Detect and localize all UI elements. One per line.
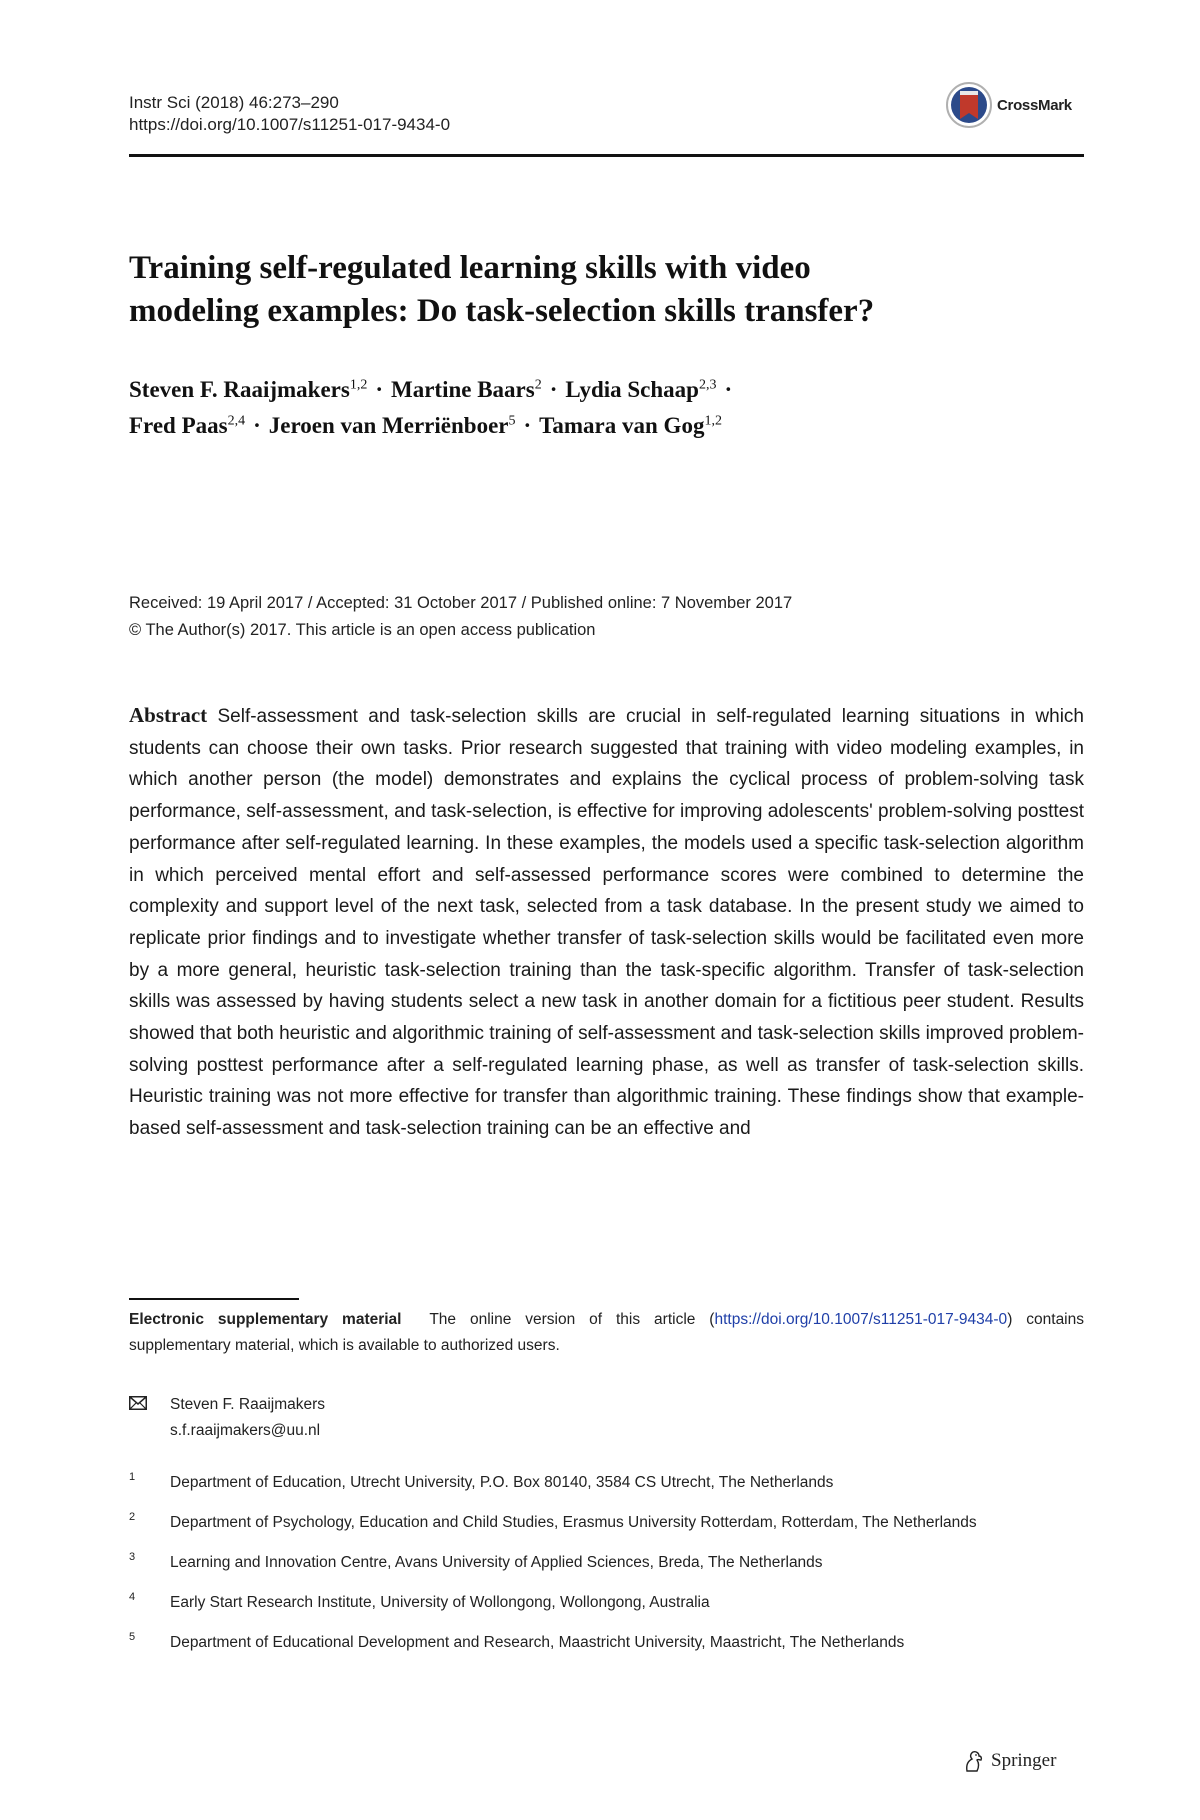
- affiliation-text: Department of Education, Utrecht University, P.O. Box 80140, 3584 CS Utrecht, The Netherlands: [170, 1474, 834, 1491]
- contact-name: Steven F. Raaijmakers: [170, 1396, 326, 1413]
- affiliation-item: [129, 1550, 1084, 1576]
- author-affil-sup: 2,3: [698, 377, 717, 393]
- author-affil-sup: 5: [508, 413, 516, 429]
- affiliation-item: [129, 1470, 1084, 1496]
- article-title: [129, 247, 1029, 333]
- history-dates: Received: 19 April 2017 / Accepted: 31 October 2017 / Published online: 7 November 2017: [129, 594, 793, 612]
- affiliation-text: Early Start Research Institute, University of Wollongong, Wollongong, Australia: [170, 1594, 710, 1611]
- author-name[interactable]: Tamara van Gog: [539, 413, 705, 438]
- supplementary-material-note: [129, 1307, 1084, 1359]
- affiliation-text: Department of Educational Development and Research, Maastricht University, Maastricht, The Netherlands: [170, 1634, 905, 1651]
- affiliation-number: 5: [129, 1631, 136, 1643]
- contact-email[interactable]: s.f.raaijmakers@uu.nl: [170, 1422, 321, 1439]
- affiliation-number: 2: [129, 1511, 136, 1523]
- envelope-icon: [129, 1396, 147, 1410]
- esm-text-after: ) contains supplementary material, which is available to authorized users.: [129, 1311, 1085, 1354]
- author-affil-sup: 2: [534, 377, 542, 393]
- header-rule: [129, 154, 1084, 157]
- affiliation-text: Learning and Innovation Centre, Avans University of Applied Sciences, Breda, The Netherlands: [170, 1554, 823, 1571]
- footnote-rule: [129, 1298, 299, 1300]
- author-separator: ·: [523, 413, 532, 438]
- affiliation-item: [129, 1590, 1084, 1616]
- abstract-label: Abstract: [129, 703, 208, 727]
- author-list: [129, 372, 1029, 444]
- affiliation-item: [129, 1630, 1084, 1656]
- publisher-name: Springer: [991, 1750, 1057, 1771]
- crossmark-badge[interactable]: [945, 80, 1085, 130]
- author-name[interactable]: Jeroen van Merriënboer: [268, 413, 509, 438]
- affiliation-number: 3: [129, 1551, 136, 1563]
- author-affil-sup: 1,2: [349, 377, 368, 393]
- author-name[interactable]: Lydia Schaap: [565, 377, 699, 402]
- crossmark-icon: [945, 81, 993, 129]
- affiliation-number: 4: [129, 1591, 136, 1603]
- author-separator: ·: [253, 413, 261, 438]
- author-name[interactable]: Martine Baars: [391, 377, 535, 402]
- journal-meta: [129, 92, 450, 136]
- title-line: Training self-regulated learning skills with video: [129, 250, 811, 286]
- abstract-text: Self-assessment and task-selection skills are crucial in self-regulated learning situations in which students can choose their own tasks. Prior research suggested that training with video modeling examples, in which another person (the model) demonstrates and explains the cyclical process of problem-solving task performance, self-assessment, and task-selection, is effective for improving adolescents' problem-solving posttest performance after self-regulated learning. In these examples, the models used a specific task-selection algorithm in which perceived mental effort and self-assessed performance scores were combined to determine the complexity and support level of the next task, selected from a task database. In the present study we aimed to replicate prior findings and to investigate whether transfer of task-selection skills would be facilitated even more by a more general, heuristic task-selection training than the task-specific algorithm. Transfer of task-selection skills was assessed by having students select a new task in another domain for a fictitious peer student. Results showed that both heuristic and algorithmic training of self-assessment and task-selection skills improved problem-solving posttest performance after a self-regulated learning phase, as well as transfer of task-selection skills. Heuristic training was not more effective for transfer than algorithmic training. These findings show that example-based self-assessment and task-selection training can be an effective and: [129, 706, 1085, 1140]
- author-affil-sup: 1,2: [704, 413, 722, 429]
- publisher-logo: [963, 1749, 1056, 1773]
- affiliation-number: 1: [129, 1471, 136, 1483]
- author-name[interactable]: Steven F. Raaijmakers: [129, 377, 350, 402]
- springer-horse-icon: [963, 1749, 985, 1773]
- author-affil-sup: 2,4: [227, 413, 246, 429]
- esm-label: Electronic supplementary material: [129, 1311, 402, 1328]
- esm-doi-link[interactable]: https://doi.org/10.1007/s11251-017-9434-0: [714, 1311, 1008, 1328]
- affiliation-text: Department of Psychology, Education and Child Studies, Erasmus University Rotterdam, Rotterdam, The Netherlands: [170, 1514, 977, 1531]
- author-separator: ·: [724, 377, 733, 402]
- author-name[interactable]: Fred Paas: [129, 413, 228, 438]
- author-line: [129, 372, 1029, 408]
- journal-citation: Instr Sci (2018) 46:273–290: [129, 93, 339, 112]
- esm-text-before: The online version of this article (: [429, 1311, 715, 1328]
- copyright-notice: © The Author(s) 2017. This article is an open access publication: [129, 621, 596, 639]
- abstract: [129, 700, 1084, 1145]
- crossmark-label: CrossMark: [997, 96, 1072, 114]
- title-line: modeling examples: Do task-selection skills transfer?: [129, 293, 875, 329]
- affiliations: [129, 1470, 1084, 1670]
- author-separator: ·: [375, 377, 383, 402]
- author-line: [129, 408, 1029, 444]
- author-separator: ·: [549, 377, 558, 402]
- publication-dates: [129, 590, 1084, 644]
- affiliation-item: [129, 1510, 1084, 1536]
- journal-doi-link[interactable]: https://doi.org/10.1007/s11251-017-9434-0: [129, 115, 451, 134]
